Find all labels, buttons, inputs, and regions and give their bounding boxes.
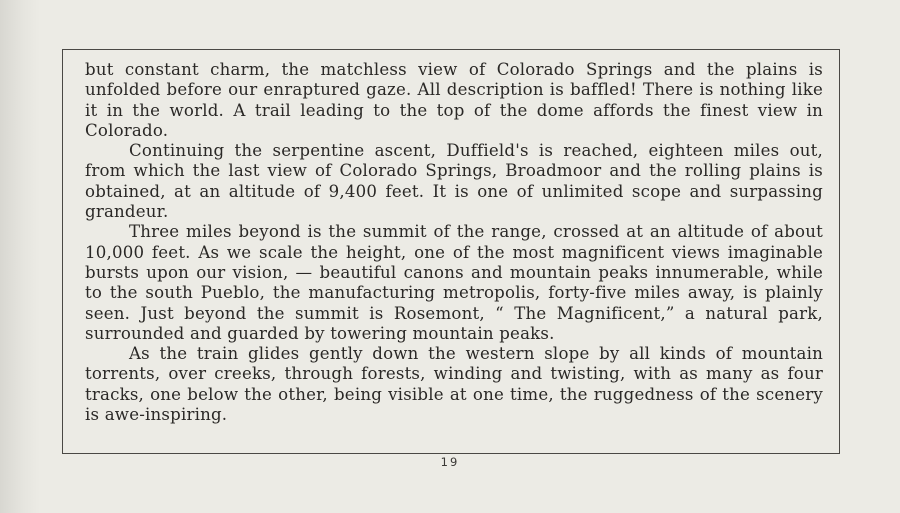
paragraph-2: Continuing the serpentine ascent, Duffield's is reached, eighteen miles out, from which the last view of Colorado Springs, Broadmoor and the rolling plains is obtained, at an altitude of 9,400 feet. It is one of unlimited scope and surpassing grandeur.: [85, 141, 823, 222]
paragraph-1: but constant charm, the matchless view of Colorado Springs and the plains is unfolded before our enraptured gaze. All description is baffled! There is nothing like it in the world. A trail leading to the top of the dome affords the finest view in Colorado.: [85, 60, 823, 140]
body-text: [85, 60, 823, 425]
page-number: 19: [440, 455, 460, 469]
paragraph-3: Three miles beyond is the summit of the range, crossed at an altitude of about 10,000 feet. As we scale the height, one of the most magnificent views imaginable bursts upon our vision, — beautiful canons and mountain peaks innumerable, while to the south Pueblo, the manufacturing metropolis, forty-five miles away, is plainly seen. Just beyond the summit is Rosemont, “ The Magnificent,” a natural park, surrounded and guarded by towering mountain peaks.: [85, 222, 823, 343]
paragraph-4: As the train glides gently down the western slope by all kinds of mountain torrents, over creeks, through forests, winding and twisting, with as many as four tracks, one below the other, being visible at one time, the ruggedness of the scenery is awe-inspiring.: [85, 344, 823, 425]
page-gutter-shadow: [0, 0, 40, 513]
